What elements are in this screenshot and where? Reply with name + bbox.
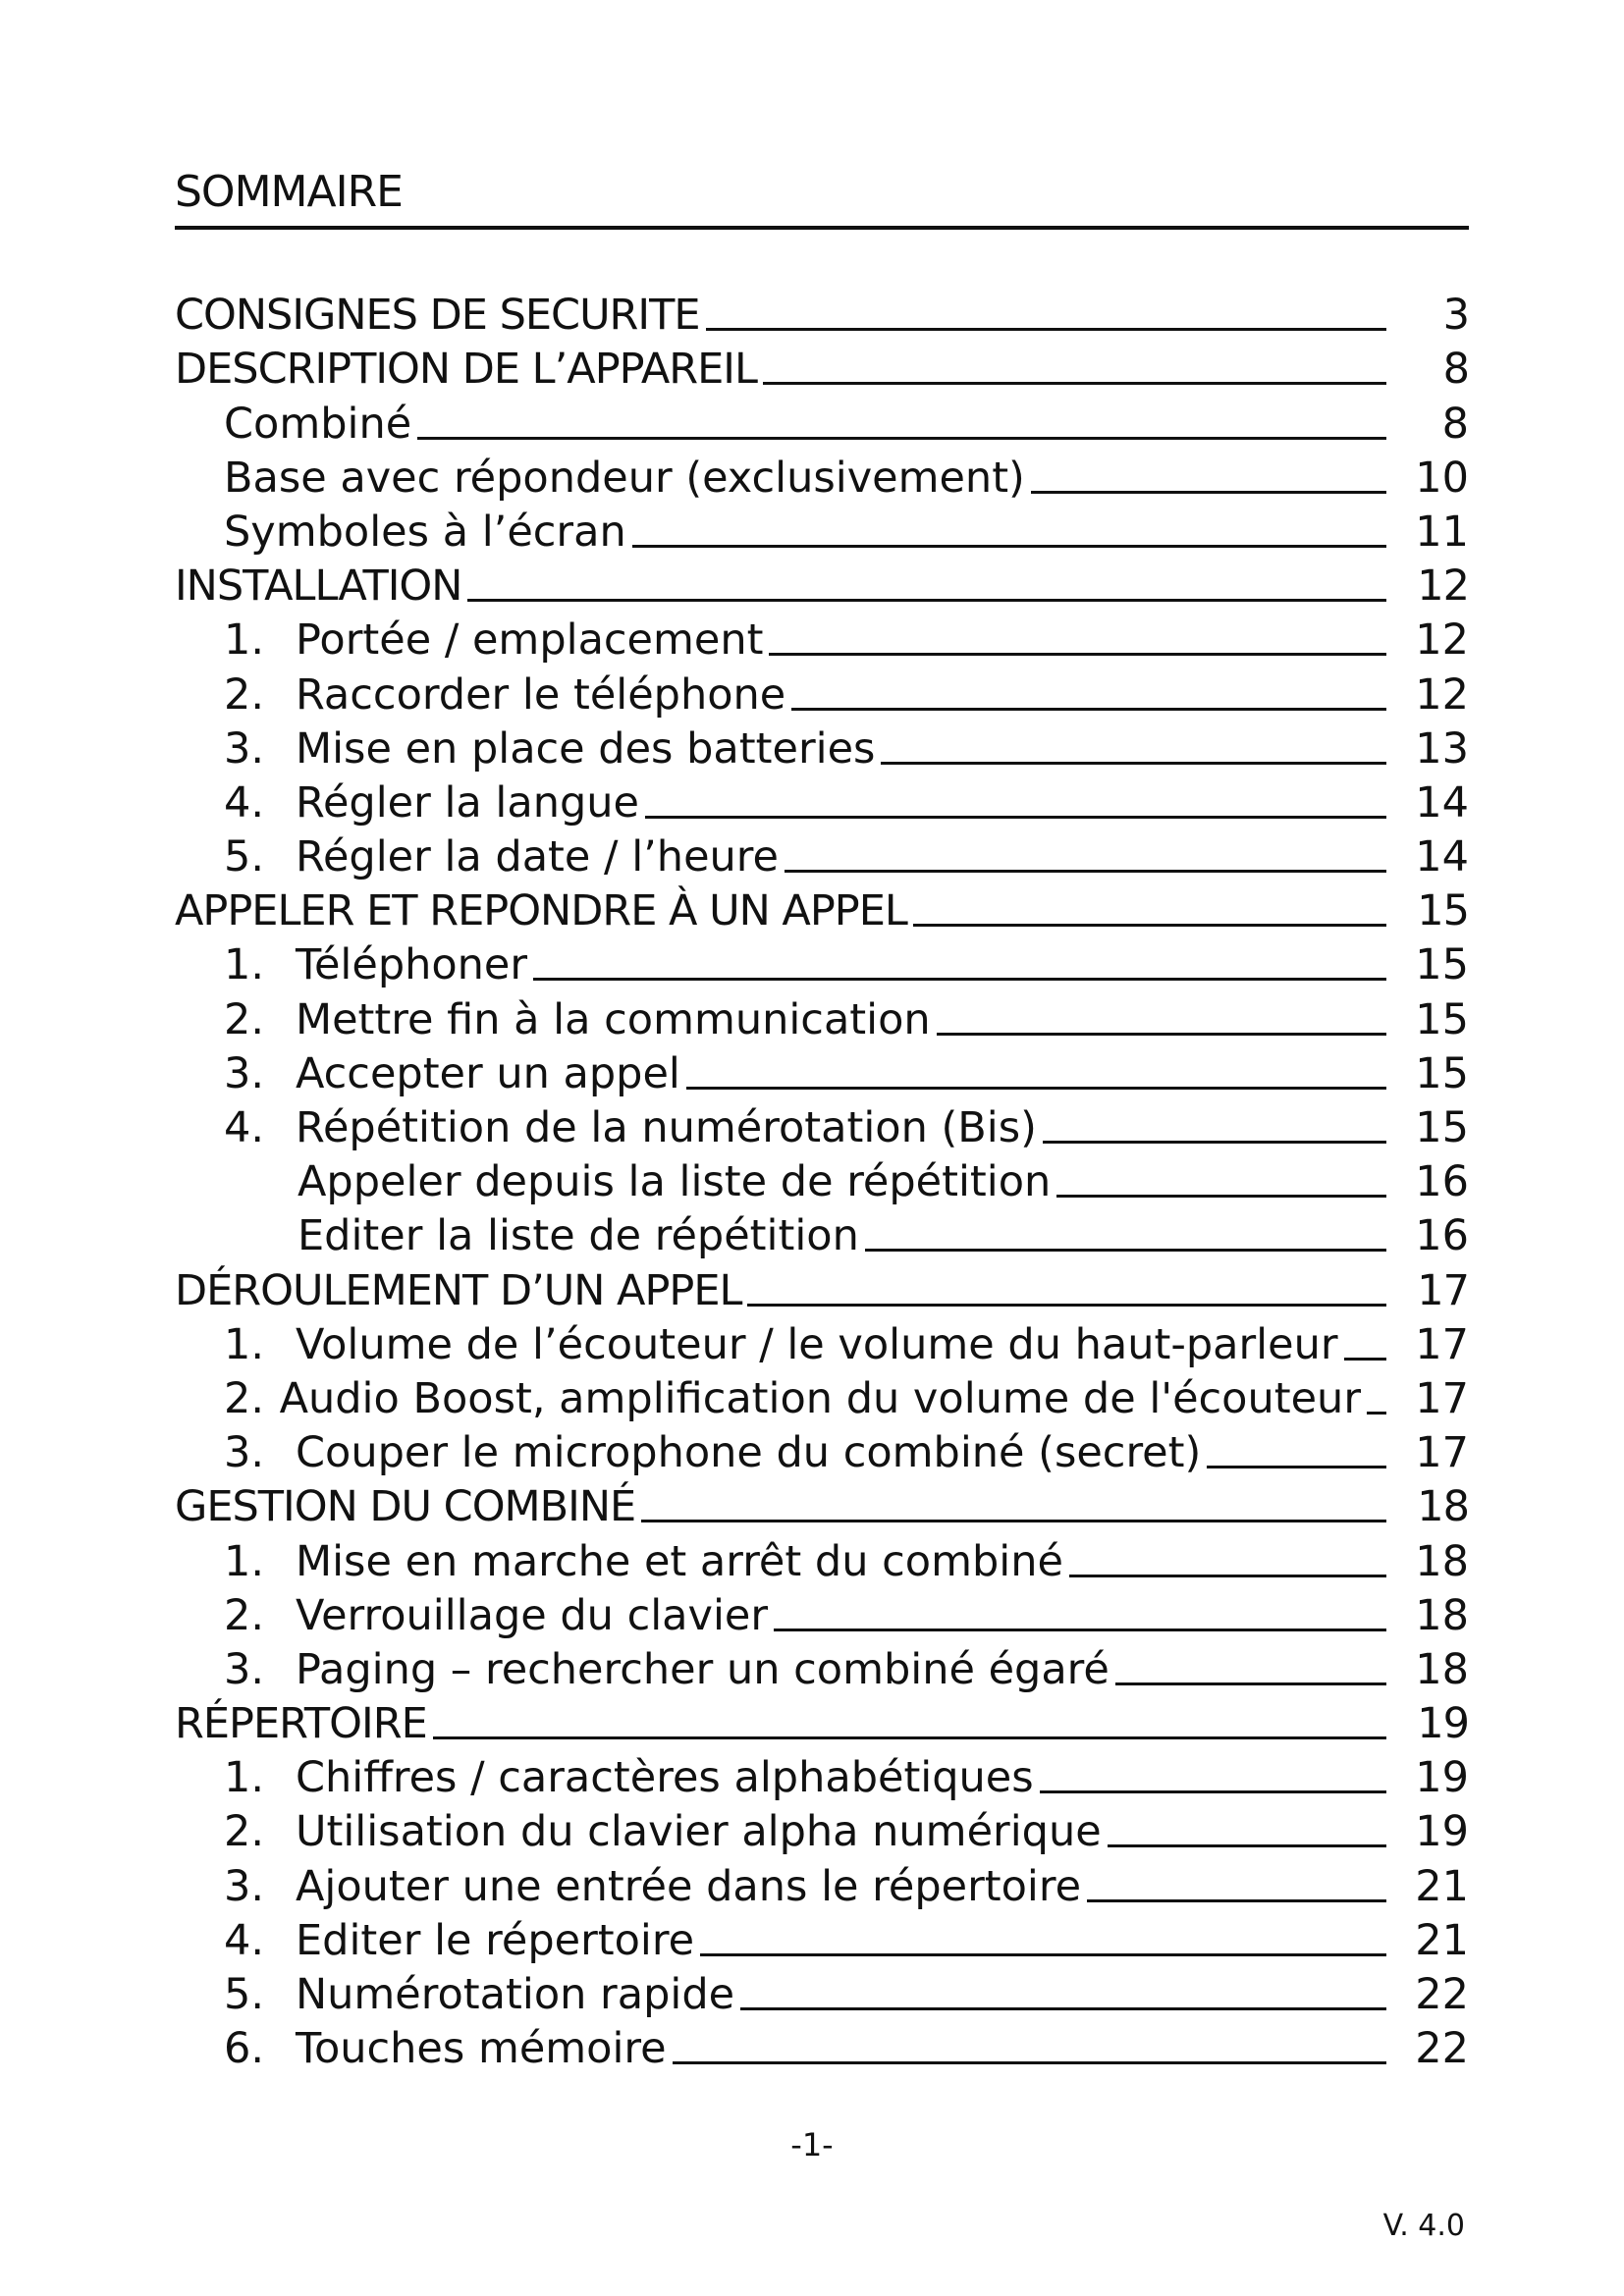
toc-entry-label: Chiffres / caractères alphabétiques: [296, 1753, 1034, 1803]
toc-entry: [175, 1372, 1469, 1426]
toc-entry-label: Téléphoner: [296, 940, 528, 990]
toc-leader-line: [937, 1033, 1386, 1036]
toc-entry: [175, 452, 1469, 506]
toc-leader-line: [1344, 1358, 1387, 1361]
toc-leader-line: [785, 870, 1386, 873]
toc-entry: [175, 722, 1469, 776]
toc-leader-line: [1056, 1195, 1386, 1198]
toc-leader-line: [645, 816, 1386, 819]
toc-entry-label: Touches mémoire: [296, 2024, 667, 2074]
toc-entry-page: 8: [1441, 399, 1469, 449]
toc-entry-label: Mettre fin à la communication: [296, 994, 931, 1044]
toc-entry: [175, 938, 1469, 992]
toc-leader-line: [1069, 1575, 1386, 1577]
toc-entry-number: 4.: [224, 777, 265, 828]
toc-entry-page: 21: [1415, 1861, 1469, 1911]
toc-entry-number: 1.: [224, 1319, 265, 1369]
toc-leader-line: [1043, 1141, 1386, 1144]
toc-entry-page: 12: [1415, 669, 1469, 720]
toc-entry-page: 8: [1442, 345, 1469, 395]
toc-entry: [175, 1047, 1469, 1101]
toc-entry: [175, 1426, 1469, 1480]
toc-entry-number: 3.: [224, 1428, 265, 1478]
toc-entry: [175, 1805, 1469, 1859]
toc-entry-label: DÉROULEMENT D’UN APPEL: [175, 1265, 742, 1315]
toc-entry-label: RÉPERTOIRE: [175, 1699, 427, 1749]
toc-entry: [175, 1643, 1469, 1697]
toc-leader-line: [881, 762, 1386, 765]
toc-entry-number: 5.: [224, 1970, 265, 2019]
toc-leader-line: [417, 437, 1386, 440]
toc-entry: [175, 1859, 1469, 1913]
toc-entry-page: 12: [1417, 561, 1469, 612]
page-number: -1-: [790, 2126, 834, 2163]
toc-entry: [175, 992, 1469, 1046]
page-title: SOMMAIRE: [175, 167, 403, 217]
toc-entry-number: 3.: [224, 1048, 265, 1098]
toc-entry-label: Combiné: [224, 399, 412, 449]
toc-entry-label: Numérotation rapide: [296, 1970, 735, 2019]
toc-entry-page: 15: [1415, 994, 1469, 1044]
toc-leader-line: [1108, 1844, 1386, 1847]
title-divider: [175, 226, 1469, 230]
toc-entry: [175, 289, 1469, 343]
toc-entry-label: Paging – rechercher un combiné égaré: [296, 1644, 1110, 1694]
toc-leader-line: [769, 653, 1386, 656]
toc-leader-line: [632, 545, 1386, 548]
toc-entry-page: 11: [1415, 507, 1469, 557]
toc-entry: [175, 1751, 1469, 1805]
toc-entry-page: 17: [1415, 1319, 1469, 1369]
toc-entry-label: Editer le répertoire: [296, 1915, 695, 1965]
toc-entry-page: 14: [1415, 777, 1469, 828]
toc-leader-line: [467, 599, 1386, 602]
toc-entry-label: APPELER ET REPONDRE À UN APPEL: [175, 886, 907, 936]
toc-entry-page: 15: [1417, 886, 1469, 936]
toc-leader-line: [706, 328, 1386, 331]
toc-leader-line: [433, 1736, 1386, 1739]
toc-entry-number: 1.: [224, 1753, 265, 1803]
toc-leader-line: [740, 2007, 1386, 2010]
table-of-contents: [175, 289, 1469, 2076]
toc-entry: [175, 1101, 1469, 1155]
toc-entry-number: 3.: [224, 723, 265, 774]
toc-leader-line: [791, 708, 1386, 711]
toc-leader-line: [641, 1520, 1386, 1522]
toc-entry: [175, 1155, 1469, 1209]
toc-entry: [175, 830, 1469, 884]
version-label: V. 4.0: [1382, 2209, 1465, 2243]
toc-entry-page: 13: [1415, 723, 1469, 774]
toc-entry-label: Volume de l’écouteur / le volume du haut-parleur: [296, 1319, 1338, 1369]
toc-entry: [175, 776, 1469, 830]
toc-entry-label: Régler la date / l’heure: [296, 832, 779, 882]
toc-entry: [175, 506, 1469, 560]
toc-entry: [175, 1914, 1469, 1968]
toc-entry-page: 14: [1415, 832, 1469, 882]
toc-entry: [175, 1209, 1469, 1263]
toc-leader-line: [686, 1087, 1386, 1090]
toc-entry-label: Mise en marche et arrêt du combiné: [296, 1536, 1063, 1586]
toc-leader-line: [1031, 491, 1386, 494]
toc-entry-page: 3: [1442, 291, 1469, 341]
toc-entry-number: 2.: [224, 1807, 265, 1857]
toc-entry: [175, 884, 1469, 938]
toc-entry-label: Portée / emplacement: [296, 615, 764, 666]
toc-leader-line: [763, 382, 1386, 385]
toc-entry-label: Verrouillage du clavier: [296, 1590, 769, 1640]
toc-entry-number: 6.: [224, 2024, 265, 2074]
toc-entry-label: Mise en place des batteries: [296, 723, 876, 774]
toc-entry-label: Appeler depuis la liste de répétition: [298, 1157, 1052, 1207]
toc-entry: [175, 560, 1469, 614]
toc-entry: [175, 1480, 1469, 1534]
toc-leader-line: [700, 1953, 1386, 1956]
toc-entry: [175, 2022, 1469, 2076]
toc-entry-number: 5.: [224, 832, 265, 882]
toc-entry-page: 12: [1415, 615, 1469, 666]
toc-entry-page: 19: [1417, 1699, 1469, 1749]
toc-entry-label: Audio Boost, amplification du volume de l'écouteur: [279, 1373, 1361, 1423]
toc-entry: [175, 1534, 1469, 1588]
toc-entry-page: 22: [1415, 1970, 1469, 2019]
toc-entry: [175, 1318, 1469, 1372]
toc-entry-label: Base avec répondeur (exclusivement): [224, 453, 1025, 503]
toc-entry-label: Régler la langue: [296, 777, 639, 828]
toc-entry-label: Editer la liste de répétition: [298, 1211, 859, 1261]
toc-leader-line: [1115, 1682, 1386, 1685]
toc-entry-page: 17: [1417, 1265, 1469, 1315]
toc-entry-label: Symboles à l’écran: [224, 507, 626, 557]
toc-entry-number: 4.: [224, 1915, 265, 1965]
toc-entry-page: 22: [1415, 2024, 1469, 2074]
toc-entry-number: 1.: [224, 615, 265, 666]
toc-entry-label: Raccorder le téléphone: [296, 669, 786, 720]
toc-entry: [175, 1697, 1469, 1751]
toc-entry-page: 16: [1415, 1157, 1469, 1207]
toc-entry-page: 15: [1415, 1103, 1469, 1152]
toc-entry: [175, 614, 1469, 667]
toc-entry-page: 18: [1415, 1590, 1469, 1640]
toc-entry-page: 19: [1415, 1753, 1469, 1803]
toc-entry-label: Ajouter une entrée dans le répertoire: [296, 1861, 1082, 1911]
toc-entry-page: 18: [1417, 1482, 1469, 1532]
toc-entry-label: CONSIGNES DE SECURITE: [175, 291, 700, 341]
toc-entry: [175, 1968, 1469, 2022]
toc-entry-page: 15: [1415, 1048, 1469, 1098]
toc-leader-line: [1207, 1466, 1386, 1468]
toc-entry-page: 17: [1415, 1373, 1469, 1423]
toc-entry-label: DESCRIPTION DE L’APPAREIL: [175, 345, 757, 395]
toc-entry-page: 17: [1415, 1428, 1469, 1478]
toc-entry-label: INSTALLATION: [175, 561, 462, 612]
toc-entry-number: 3.: [224, 1861, 265, 1911]
toc-entry-number: 2.: [224, 1373, 265, 1423]
toc-entry-page: 10: [1415, 453, 1469, 503]
toc-entry-page: 21: [1415, 1915, 1469, 1965]
toc-leader-line: [673, 2061, 1386, 2064]
toc-leader-line: [533, 978, 1386, 981]
toc-entry: [175, 397, 1469, 451]
toc-leader-line: [865, 1249, 1386, 1252]
toc-leader-line: [1087, 1899, 1386, 1902]
toc-leader-line: [1040, 1790, 1386, 1793]
toc-entry-page: 19: [1415, 1807, 1469, 1857]
toc-entry-number: 1.: [224, 1536, 265, 1586]
toc-entry-number: 3.: [224, 1644, 265, 1694]
toc-leader-line: [913, 924, 1386, 927]
toc-entry-page: 18: [1415, 1644, 1469, 1694]
toc-entry: [175, 1263, 1469, 1317]
toc-entry-page: 15: [1415, 940, 1469, 990]
toc-entry: [175, 1589, 1469, 1643]
toc-entry-page: 18: [1415, 1536, 1469, 1586]
toc-leader-line: [747, 1304, 1386, 1307]
toc-leader-line: [1367, 1412, 1386, 1415]
toc-entry-label: Couper le microphone du combiné (secret): [296, 1428, 1202, 1478]
toc-entry-label: Utilisation du clavier alpha numérique: [296, 1807, 1102, 1857]
toc-entry-number: 2.: [224, 1590, 265, 1640]
toc-entry-page: 16: [1415, 1211, 1469, 1261]
toc-entry: [175, 343, 1469, 397]
toc-entry: [175, 667, 1469, 721]
toc-entry-number: 2.: [224, 994, 265, 1044]
toc-entry-label: GESTION DU COMBINÉ: [175, 1482, 636, 1532]
toc-entry-number: 2.: [224, 669, 265, 720]
toc-entry-label: Répétition de la numérotation (Bis): [296, 1103, 1037, 1152]
toc-entry-number: 4.: [224, 1103, 265, 1152]
toc-entry-label: Accepter un appel: [296, 1048, 680, 1098]
toc-leader-line: [774, 1629, 1386, 1631]
toc-entry-number: 1.: [224, 940, 265, 990]
